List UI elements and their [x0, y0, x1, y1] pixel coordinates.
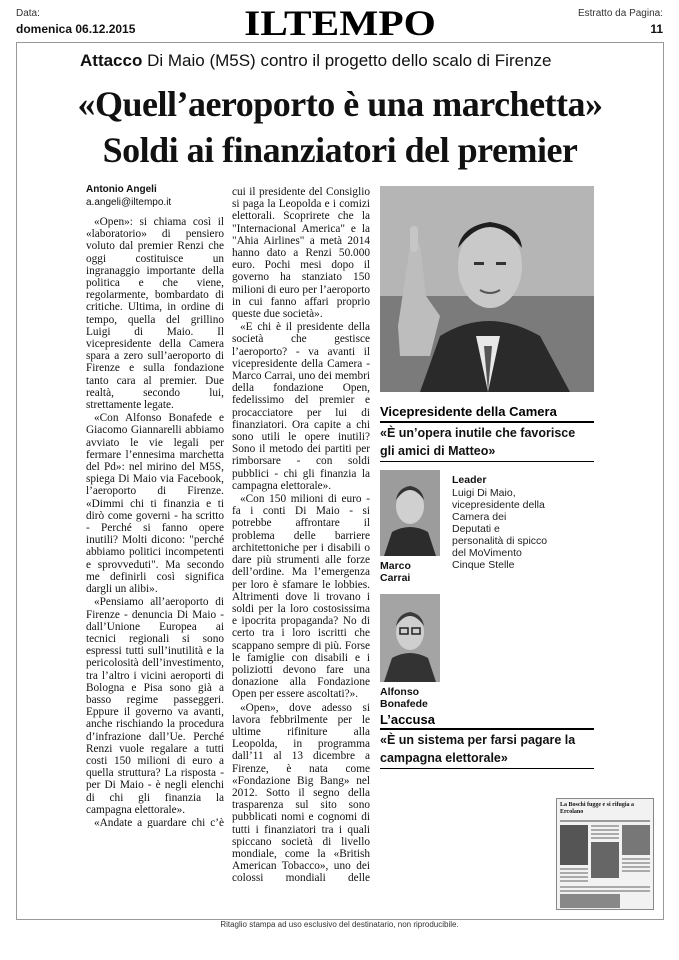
kicker: [80, 51, 551, 71]
paragraph: «Open»: si chiama così il «laboratorio» di pensiero voluto dal premier Renzi che oggi costituisce un ingranaggio importante della politica e che viene, regolarmente, bombardato di critiche. Ultima, in ordine di tempo, quella del grillino Luigi di Maio. Il vicepresidente della Camera spara a zero sull’aeroporto di Firenze e sulla fondazione tanto cara al premier. Due realtà, secondo lui, strettamente legate.: [86, 216, 224, 412]
article-body-column-2: [232, 186, 370, 886]
carrai-photo: [380, 470, 440, 556]
author-email: a.angeli@iltempo.it: [86, 197, 172, 208]
portrait-icon: [380, 594, 440, 682]
carrai-name: Marco Carrai: [380, 560, 411, 584]
box1-title: Vicepresidente della Camera: [380, 404, 557, 419]
thumbnail-layout-icon: [557, 818, 653, 910]
box1-divider: [380, 421, 594, 423]
author-name: Antonio Angeli: [86, 184, 157, 195]
bonafede-photo: [380, 594, 440, 682]
caption-leader-text: Luigi Di Maio, vicepresidente della Camera dei Deputati e personalità di spicco del MoVimento Cinque Stelle: [452, 487, 548, 571]
article-body-column-1: [86, 216, 224, 828]
page-number: 11: [650, 22, 663, 36]
portrait-illustration-icon: [380, 186, 594, 392]
paragraph: «E chi è il presidente della società che gestisce l’aeroporto? - va avanti il vicepresidente della Camera - Marco Carrai, uno dei membri della fondazione Open, fedelissimo del premier e procacciatore per lui di finanziatori. Ora capite a chi sono utili le opere inutili? Sono il metodo dei partiti per rimborsare - con soldi pubblici - chi gli finanzia la campagna elettorale».: [232, 321, 370, 492]
box1-bottom-divider: [380, 461, 594, 462]
headline-line-2: Soldi ai finanziatori del premier: [102, 130, 578, 170]
box2-divider: [380, 728, 594, 730]
kicker-tag: Attacco: [80, 51, 143, 70]
newspaper-logo: ILTEMPO: [244, 3, 436, 43]
paragraph: cui il presidente del Consiglio si paga la Leopolda e i comizi elettorali. Scoprirete che la "Internacional America" e la "Ahia Airlines" a metà 2014 hanno dato a Renzi 50.000 euro. Pochi mesi dopo il governo ha stanziato 150 milioni di euro per l’aeroporto in cui fanno affari proprio queste due società».: [232, 186, 370, 321]
date-value: domenica 06.12.2015: [16, 22, 136, 36]
caption-leader-title: Leader: [452, 474, 487, 486]
paragraph: «Andate a guardare chi c’è: [94, 816, 224, 828]
page-extract-label: Estratto da Pagina:: [577, 8, 663, 19]
paragraph: «Open», dove adesso si lavora febbrilmente per le ultime rifiniture alla Leopolda, in programma dall’11 al 13 dicembre a Firenze, è nata come «Fondazione Big Bang» nel 2012. Sotto il segno della trasparenza sul sito sono pubblicati nomi e cognomi di tutti i finanziatori tra i quali spiccano società di livello mondiale, come la «British American Tobacco», uno dei colossi mondiali delle: [232, 701, 370, 885]
page-thumbnail: [556, 798, 654, 910]
thumbnail-headline: La Boschi fugge e si rifugia a Ercolano: [560, 802, 635, 815]
box2-bottom-divider: [380, 768, 594, 769]
paragraph: «Pensiamo all’aeroporto di Firenze - denuncia Di Maio - dall’Unione Europea ai tecnici regionali si sono espressi tutti sull’inutilità e la pericolosità dell’investimento, tra l’altro i vicini aeroporti di Bologna e Pisa sono già a basso regime passeggeri. Eppure il governo va avanti, anche rischiando la procedura d’infrazione dall’Ue. Perché Renzi vuole regalare a tutti costi 150 milioni di euro a quella struttura? La risposta - per Di Maio - è negli elenchi di chi gli finanzia la campagna elettorale».: [86, 596, 224, 816]
kicker-text: Di Maio (M5S) contro il progetto dello scalo di Firenze: [147, 51, 552, 70]
headline-line-1: «Quell’aeroporto è una marchetta»: [77, 84, 603, 124]
box1-quote: «È un’opera inutile che favorisce gli amici di Matteo»: [380, 426, 576, 458]
copyright-notice: Ritaglio stampa ad uso esclusivo del destinatario, non riproducibile.: [220, 920, 459, 929]
paragraph: «Con Alfonso Bonafede e Giacomo Giannarelli abbiamo avviato le vie legali per fermare l’ennesima marchetta del Pd»: nel mirino del M5S, spiega Di Maio via Facebook, l’aeroporto di Firenze. «Dimmi chi ti finanzia e ti dirò come governi - ha scritto - Perché si fanno opere inutili? Molti dicono: "perché abbiamo politici incompetenti e sprovveduti". Ma secondo me definirli così significa dargli un alibi».: [86, 412, 224, 596]
box2-quote: «È un sistema per farsi pagare la campagna elettorale»: [380, 733, 576, 765]
di-maio-photo: [380, 186, 594, 392]
box2-title: L’accusa: [380, 712, 435, 727]
paragraph: «Con 150 milioni di euro - fa i conti Di Maio - si potrebbe affrontare il problema delle barriere architettoniche per i disabili o dare più strumenti alle forze dell’ordine. Ma l’emergenza per loro è sfamare le lobbies. Altrimenti dove li trovano i soldi per la loro costosissima e ipocrita propaganda? No di certo tra i loro iscritti che scappano sempre di più. Forse le famiglie con disabili e i poliziotti devono fare una donazione alla Fondazione Open per essere ascoltati?».: [232, 493, 370, 701]
date-label: Data:: [16, 8, 40, 19]
bonafede-name: Alfonso Bonafede: [380, 686, 428, 710]
portrait-icon: [380, 470, 440, 556]
